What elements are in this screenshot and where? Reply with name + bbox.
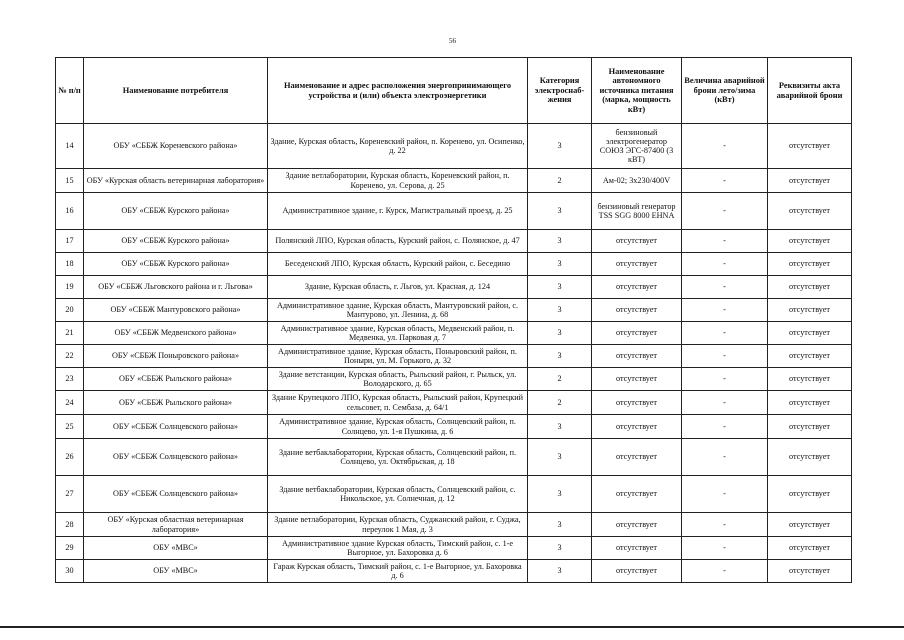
cell-source: отсутствует [592,299,682,322]
cell-reserve: - [682,253,768,276]
header-reserve: Величина аварийной брони лето/зима (кВт) [682,58,768,124]
page-number: 56 [449,37,456,45]
cell-reserve: - [682,513,768,537]
cell-reserve: - [682,415,768,439]
cell-address: Административное здание Курская область, Тимский район, с. 1-е Выгорное, ул. Бахоровка д. 6 [268,537,528,560]
header-num: № п/п [56,58,84,124]
cell-name: ОБУ «СББЖ Рыльского района» [84,391,268,415]
cell-num: 18 [56,253,84,276]
cell-category: 3 [528,513,592,537]
cell-act: отсутствует [768,513,852,537]
cell-act: отсутствует [768,537,852,560]
cell-address: Беседенский ЛПО, Курская область, Курский район, с. Беседино [268,253,528,276]
cell-address: Административное здание, г. Курск, Магистральный проезд, д. 25 [268,193,528,230]
cell-address: Здание Крупецкого ЛПО, Курская область, Рыльский район, Крупецкий сельсовет, п. Сембаза, д. 64/1 [268,391,528,415]
table-row [56,299,852,322]
cell-act: отсутствует [768,124,852,169]
cell-num: 21 [56,322,84,345]
cell-source: отсутствует [592,560,682,583]
cell-reserve: - [682,476,768,513]
cell-name: ОБУ «Курская область ветеринарная лаборатория» [84,169,268,193]
table-row [56,391,852,415]
cell-num: 27 [56,476,84,513]
cell-category: 3 [528,253,592,276]
cell-address: Здание ветлаборатории, Курская область, Суджанский район, г. Суджа, переулок 1 Мая, д. 3 [268,513,528,537]
cell-num: 20 [56,299,84,322]
cell-category: 3 [528,299,592,322]
cell-category: 3 [528,345,592,368]
cell-name: ОБУ «СББЖ Курского района» [84,230,268,253]
table-row [56,169,852,193]
cell-source: отсутствует [592,537,682,560]
cell-reserve: - [682,322,768,345]
header-category: Категория электроснаб-жения [528,58,592,124]
cell-num: 22 [56,345,84,368]
cell-act: отсутствует [768,345,852,368]
cell-name: ОБУ «СББЖ Кореневского района» [84,124,268,169]
cell-address: Административное здание, Курская область, Медвенский район, п. Медвенка, ул. Парковая д. 7 [268,322,528,345]
cell-category: 3 [528,230,592,253]
cell-source: бензиновый электрогенератор СОЮЗ ЭГС-87400 (3 кВТ) [592,124,682,169]
cell-reserve: - [682,560,768,583]
cell-category: 2 [528,169,592,193]
cell-num: 24 [56,391,84,415]
cell-address: Здание, Курская область, Кореневский район, п. Коренево, ул. Осипенко, д. 22 [268,124,528,169]
cell-source: отсутствует [592,322,682,345]
table-row [56,253,852,276]
cell-num: 16 [56,193,84,230]
header-address: Наименование и адрес расположения энергопринимающего устройства и (или) объекта электроэнергетики [268,58,528,124]
table-row [56,415,852,439]
cell-source: отсутствует [592,415,682,439]
cell-name: ОБУ «СББЖ Льговского района и г. Льгова» [84,276,268,299]
cell-source: отсутствует [592,391,682,415]
cell-address: Полянский ЛПО, Курская область, Курский район, с. Полянское, д. 47 [268,230,528,253]
cell-reserve: - [682,345,768,368]
cell-act: отсутствует [768,299,852,322]
cell-act: отсутствует [768,230,852,253]
cell-num: 28 [56,513,84,537]
cell-address: Здание ветбаклаборатории, Курская область, Солнцевский район, с. Никольское, ул. Солнечная, д. 12 [268,476,528,513]
cell-source: отсутствует [592,230,682,253]
cell-act: отсутствует [768,322,852,345]
cell-category: 3 [528,276,592,299]
table-row [56,439,852,476]
cell-act: отсутствует [768,253,852,276]
cell-category: 3 [528,537,592,560]
cell-category: 3 [528,476,592,513]
cell-address: Здание ветбаклаборатории, Курская область, Солнцевский район, п. Солнцево, ул. Октябрьская, д. 18 [268,439,528,476]
cell-source: Ам-02; 3х230/400V [592,169,682,193]
cell-source: отсутствует [592,476,682,513]
cell-name: ОБУ «МВС» [84,560,268,583]
cell-act: отсутствует [768,476,852,513]
cell-act: отсутствует [768,368,852,391]
header-source: Наименование автономного источника питания (марка, мощность кВт) [592,58,682,124]
cell-source: отсутствует [592,439,682,476]
cell-name: ОБУ «СББЖ Мантуровского района» [84,299,268,322]
cell-num: 17 [56,230,84,253]
cell-category: 3 [528,193,592,230]
cell-name: ОБУ «МВС» [84,537,268,560]
table-row [56,322,852,345]
cell-source: бензиновый генератор TSS SGG 8000 EHNA [592,193,682,230]
cell-address: Гараж Курская область, Тимский район, с. 1-е Выгорное, ул. Бахоровка д. 6 [268,560,528,583]
cell-name: ОБУ «СББЖ Поныровского района» [84,345,268,368]
page-bottom-border [0,626,904,628]
cell-reserve: - [682,124,768,169]
table-row [56,537,852,560]
cell-act: отсутствует [768,193,852,230]
cell-category: 2 [528,368,592,391]
cell-reserve: - [682,391,768,415]
cell-category: 3 [528,124,592,169]
cell-address: Административное здание, Курская область, Солнцевский район, п. Солнцево, ул. 1-я Пушкина, д. 6 [268,415,528,439]
cell-num: 15 [56,169,84,193]
cell-num: 14 [56,124,84,169]
cell-name: ОБУ «СББЖ Солнцевского района» [84,476,268,513]
cell-num: 29 [56,537,84,560]
cell-act: отсутствует [768,169,852,193]
table-row [56,230,852,253]
cell-num: 30 [56,560,84,583]
cell-reserve: - [682,193,768,230]
cell-num: 25 [56,415,84,439]
cell-num: 19 [56,276,84,299]
cell-act: отсутствует [768,276,852,299]
table-row [56,368,852,391]
cell-source: отсутствует [592,368,682,391]
cell-act: отсутствует [768,415,852,439]
cell-address: Административное здание, Курская область, Мантуровский район, с. Мантурово, ул. Ленина, д. 68 [268,299,528,322]
cell-act: отсутствует [768,560,852,583]
table-row [56,124,852,169]
cell-source: отсутствует [592,345,682,368]
cell-category: 3 [528,322,592,345]
cell-address: Здание ветлаборатории, Курская область, Кореневский район, п. Коренево, ул. Серова, д. 25 [268,169,528,193]
cell-name: ОБУ «СББЖ Курского района» [84,193,268,230]
cell-reserve: - [682,368,768,391]
cell-reserve: - [682,276,768,299]
cell-reserve: - [682,537,768,560]
cell-name: ОБУ «СББЖ Солнцевского района» [84,439,268,476]
cell-name: ОБУ «Курская областная ветеринарная лаборатория» [84,513,268,537]
header-act: Реквизиты акта аварийной брони [768,58,852,124]
table-row [56,345,852,368]
consumers-table [55,57,852,583]
header-row [56,58,852,124]
cell-address: Здание, Курская область, г. Льгов, ул. Красная, д. 124 [268,276,528,299]
cell-reserve: - [682,439,768,476]
cell-source: отсутствует [592,276,682,299]
cell-reserve: - [682,230,768,253]
cell-category: 3 [528,439,592,476]
cell-reserve: - [682,299,768,322]
cell-num: 26 [56,439,84,476]
cell-act: отсутствует [768,391,852,415]
cell-category: 3 [528,560,592,583]
cell-act: отсутствует [768,439,852,476]
table-row [56,476,852,513]
cell-name: ОБУ «СББЖ Солнцевского района» [84,415,268,439]
cell-address: Административное здание, Курская область, Поныровский район, п. Поныри, ул. М. Горького, д. 32 [268,345,528,368]
cell-category: 3 [528,415,592,439]
header-name: Наименование потребителя [84,58,268,124]
cell-reserve: - [682,169,768,193]
cell-source: отсутствует [592,513,682,537]
cell-address: Здание ветстанции, Курская область, Рыльский район, г. Рыльск, ул. Володарского, д. 65 [268,368,528,391]
cell-name: ОБУ «СББЖ Медвенского района» [84,322,268,345]
table-row [56,276,852,299]
cell-name: ОБУ «СББЖ Рыльского района» [84,368,268,391]
table-row [56,560,852,583]
cell-num: 23 [56,368,84,391]
cell-name: ОБУ «СББЖ Курского района» [84,253,268,276]
table-row [56,513,852,537]
table-row [56,193,852,230]
cell-category: 2 [528,391,592,415]
cell-source: отсутствует [592,253,682,276]
